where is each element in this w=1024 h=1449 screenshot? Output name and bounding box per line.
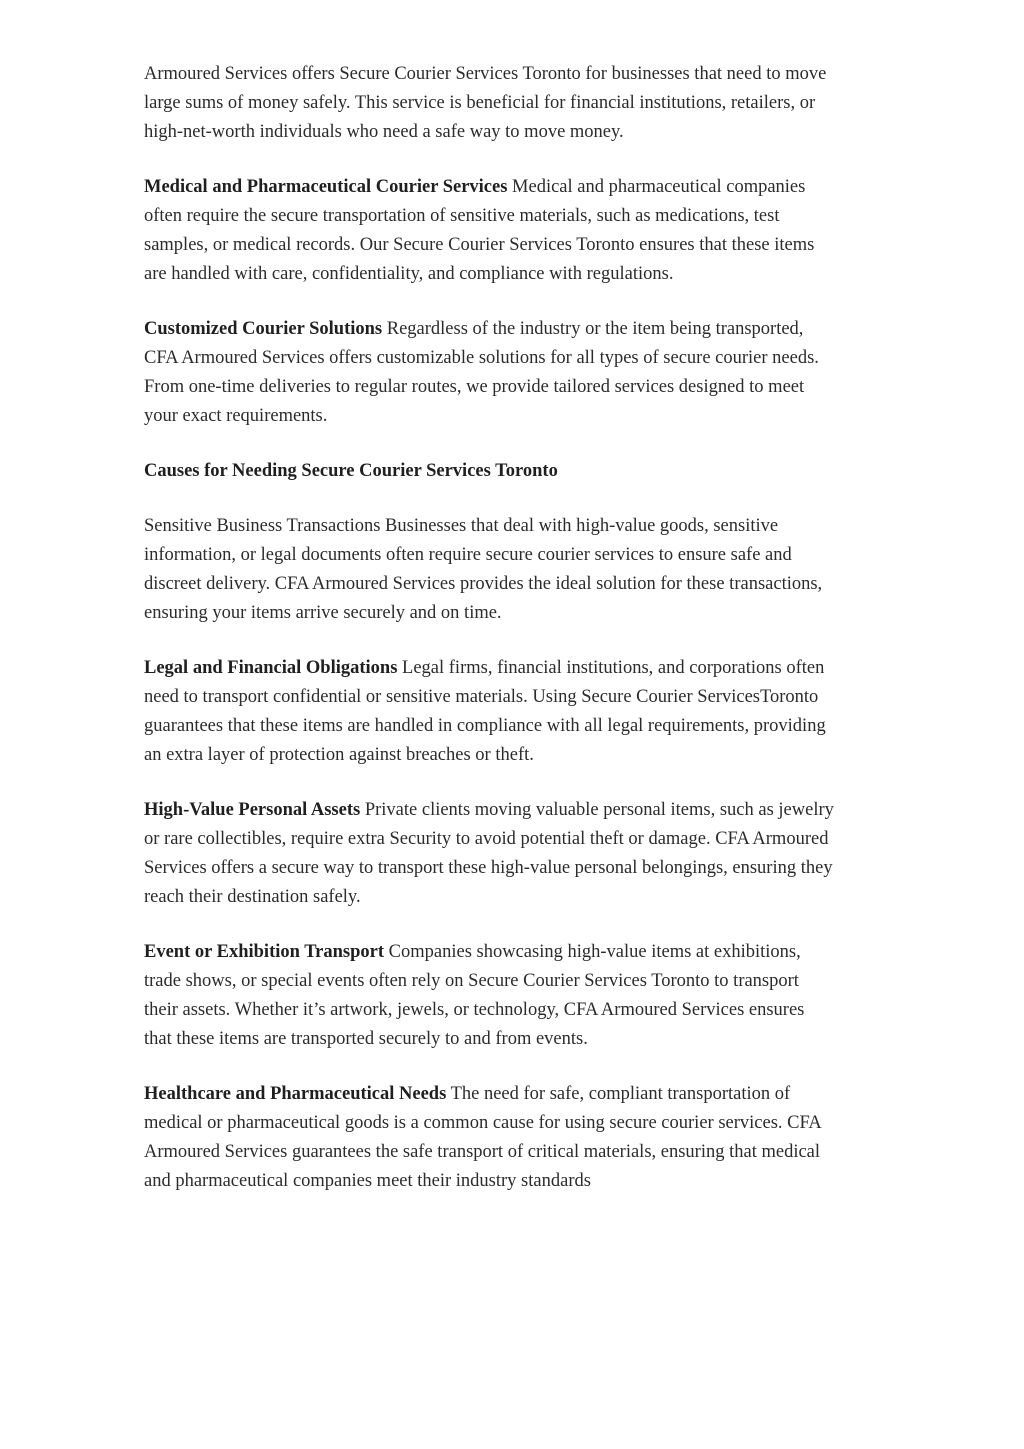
paragraph-medical-courier (144, 173, 834, 289)
paragraph-lead: Medical and Pharmaceutical Courier Services (144, 177, 508, 197)
paragraph-text: The need for safe, compliant transportation of medical or pharmaceutical goods is a common cause for using secure courier services. CFA Armoured Services guarantees the safe transport of critical materials, ensuring that medical and pharmaceutical companies meet their industry standards (144, 1084, 821, 1191)
paragraph-lead: Healthcare and Pharmaceutical Needs (144, 1084, 447, 1104)
paragraph-text: Regardless of the industry or the item being transported, CFA Armoured Services offers customizable solutions for all types of secure courier needs. From one-time deliveries to regular routes, we provide tailored services designed to meet your exact requirements. (144, 319, 819, 426)
paragraph-text: Legal firms, financial institutions, and corporations often need to transport confidential or sensitive materials. Using Secure Courier ServicesToronto guarantees that these items are handled in compliance with all legal requirements, providing an extra layer of protection against breaches or theft. (144, 658, 826, 765)
paragraph-event-transport (144, 938, 834, 1054)
paragraph-customized-solutions (144, 315, 834, 431)
paragraph-personal-assets (144, 796, 834, 912)
document-body (144, 60, 834, 1222)
paragraph-text: Armoured Services offers Secure Courier Services Toronto for businesses that need to move large sums of money safely. This service is beneficial for financial institutions, retailers, or high-net-worth individuals who need a safe way to move money. (144, 64, 827, 142)
paragraph-lead: Legal and Financial Obligations (144, 658, 398, 678)
paragraph-healthcare-needs (144, 1080, 834, 1196)
paragraph-lead: Customized Courier Solutions (144, 319, 383, 339)
paragraph-armoured-services (144, 60, 834, 147)
paragraph-text: Medical and pharmaceutical companies often require the secure transportation of sensitive materials, such as medications, test samples, or medical records. Our Secure Courier Services Toronto ensures that these items are handled with care, confidentiality, and compliance with regulations. (144, 177, 815, 284)
paragraph-text: Private clients moving valuable personal items, such as jewelry or rare collectibles, require extra Security to avoid potential theft or damage. CFA Armoured Services offers a secure way to transport these high-value personal belongings, ensuring they reach their destination safely. (144, 800, 834, 907)
paragraph-text: Sensitive Business Transactions Businesses that deal with high-value goods, sensitive information, or legal documents often require secure courier services to ensure safe and discreet delivery. CFA Armoured Services provides the ideal solution for these transactions, ensuring your items arrive securely and on time. (144, 516, 823, 623)
paragraph-lead: High-Value Personal Assets (144, 800, 361, 820)
paragraph-text: Companies showcasing high-value items at exhibitions, trade shows, or special events often rely on Secure Courier Services Toronto to transport their assets. Whether it’s artwork, jewels, or technology, CFA Armoured Services ensures that these items are transported securely to and from events. (144, 942, 805, 1049)
section-heading: Causes for Needing Secure Courier Services Toronto (144, 461, 558, 481)
paragraph-lead: Event or Exhibition Transport (144, 942, 385, 962)
paragraph-legal-financial (144, 654, 834, 770)
paragraph-sensitive-transactions (144, 512, 834, 628)
